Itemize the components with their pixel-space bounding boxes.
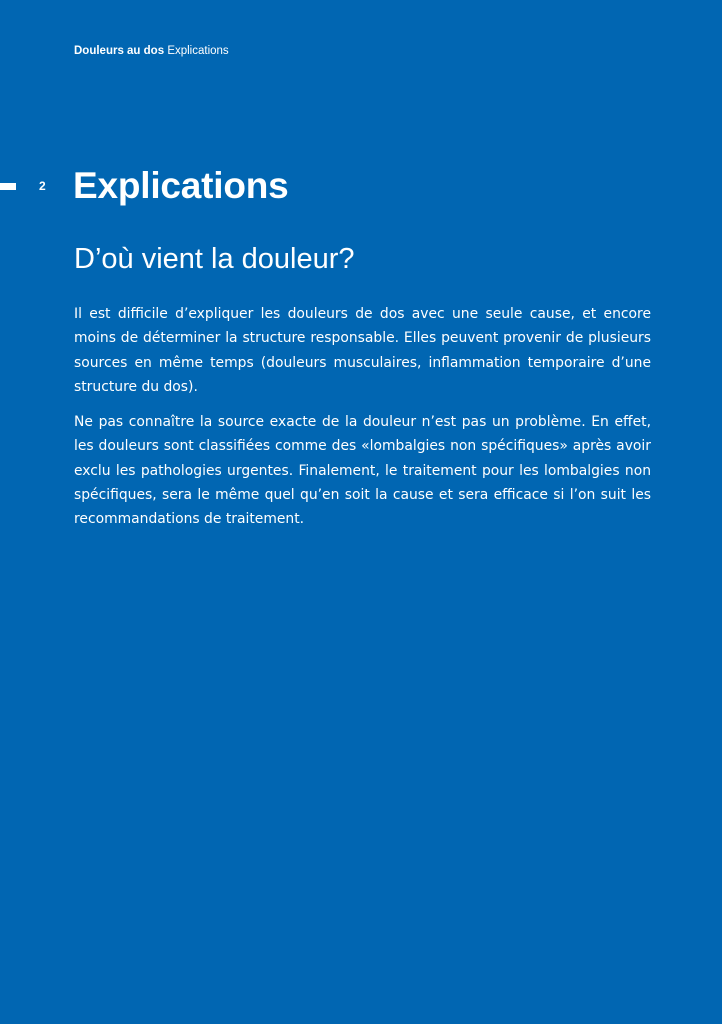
page-marker-bar [0,183,16,190]
page-number: 2 [39,179,46,193]
running-header [74,44,229,58]
header-section-name: Explications [167,45,229,57]
paragraph: Ne pas connaître la source exacte de la douleur n’est pas un problème. En effet, les douleurs sont classifiées comme des «lombalgies non spécifiques» après avoir exclu les pathologies urgentes. Finalement, le traitement pour les lombalgies non spécifiques, sera le même quel qu’en soit la cause et sera efficace si l’on suit les recommandations de traitement. [74,414,651,528]
paragraph: Il est difficile d’expliquer les douleurs de dos avec une seule cause, et encore moins de déterminer la structure responsable. Elles peuvent provenir de plusieurs sources en même temps (douleurs musculaires, inflammation temporaire d’une structure du dos). [74,306,651,395]
body-text [74,302,651,543]
header-document-title: Douleurs au dos [74,45,165,57]
section-title: Explications [73,165,289,206]
subtitle: D’où vient la douleur? [74,243,355,275]
